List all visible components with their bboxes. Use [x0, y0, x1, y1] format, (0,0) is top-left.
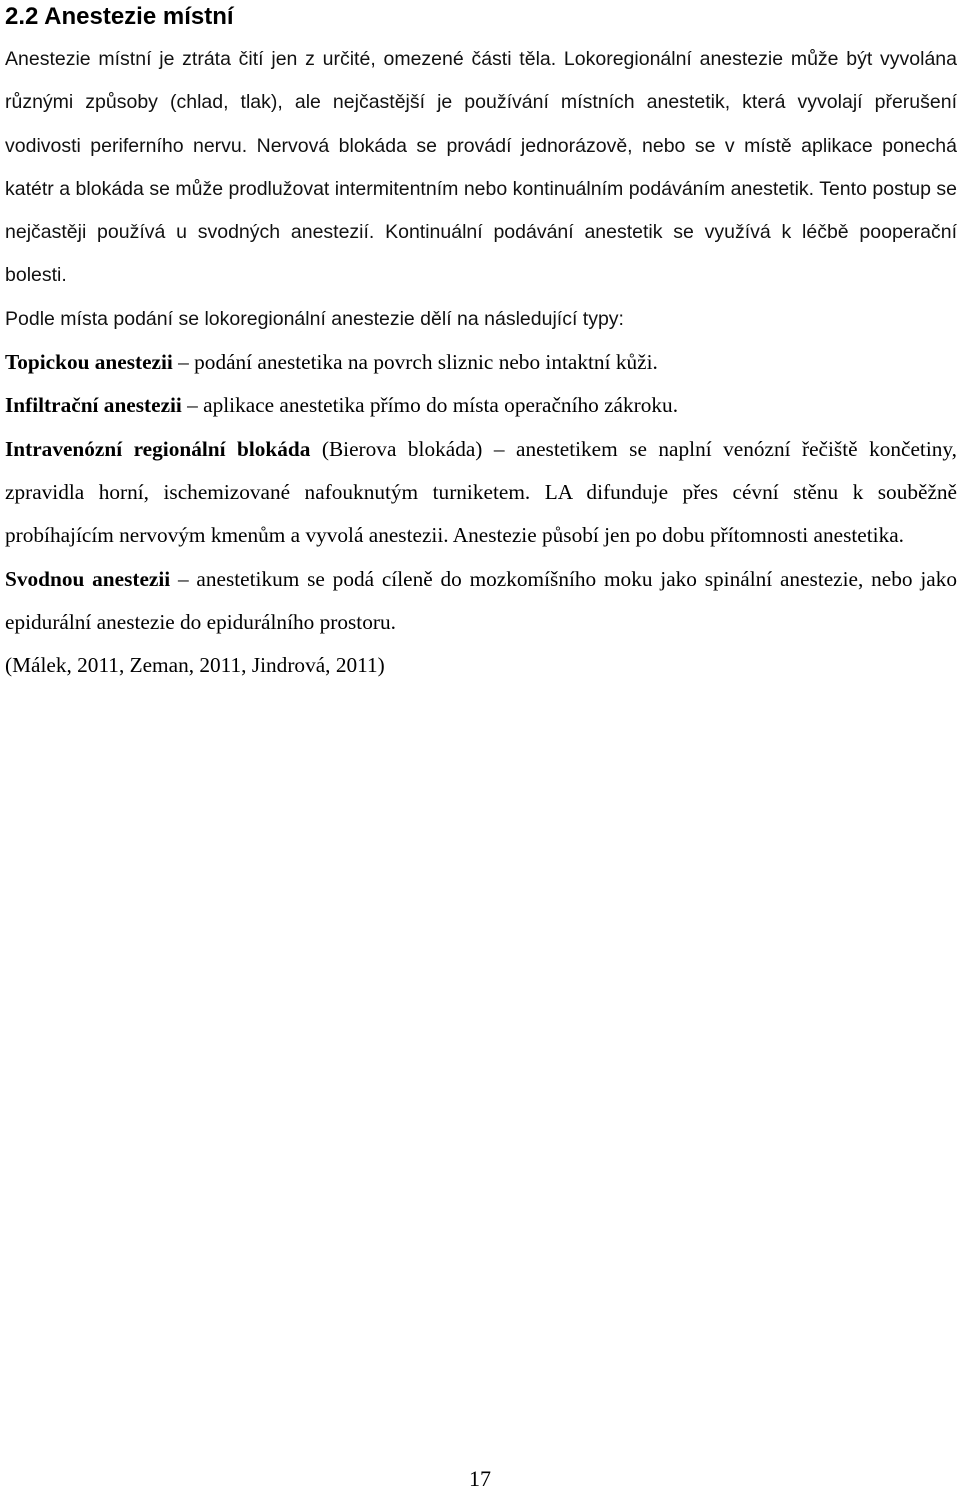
type-description: – aplikace anestetika přímo do místa operačního zákroku.	[181, 393, 679, 418]
type-description: (Bierova blokáda) – anestetikem se naplní venózní řečiště končetiny, zpravidla horní, ischemizované nafouknutým turniketem. LA difunduje přes cévní stěnu k souběžně probíhajícím nervovým kmenům a vyvolá anestezii. Anestezie působí jen po dobu přítomnosti anestetika.	[5, 436, 957, 548]
type-term: Svodnou anestezii	[5, 566, 171, 591]
type-description: – podání anestetika na povrch sliznic nebo intaktní kůži.	[172, 350, 658, 375]
intro-paragraph: Anestezie místní je ztráta čití jen z určité, omezené části těla. Lokoregionální anestezie může být vyvolána různými způsoby (chlad, tlak), ale nejčastější je používání místních anestetik, která vyvolají přerušení vodivosti periferního nervu. Nervová blokáda se provádí jednorázově, nebo se v místě aplikace ponechá katétr a blokáda se může prodlužovat intermitentním nebo kontinuálním podáváním anestetik. Tento postup se nejčastěji používá u svodných anestezií. Kontinuální podávání anestetik se využívá k léčbě pooperační bolesti.	[5, 48, 957, 287]
types-intro-paragraph: Podle místa podání se lokoregionální anestezie dělí na následující typy:	[5, 307, 624, 330]
document-page	[5, 0, 957, 687]
page-number: 17	[469, 1466, 491, 1491]
type-term: Topickou anestezii	[5, 350, 173, 375]
type-intravenous-paragraph	[5, 428, 957, 558]
citation: (Málek, 2011, Zeman, 2011, Jindrová, 2011)	[5, 653, 385, 678]
type-description: – anestetikum se podá cíleně do mozkomíšního moku jako spinální anestezie, nebo jako epidurální anestezie do epidurálního prostoru.	[5, 566, 957, 634]
section-heading: 2.2 Anestezie místní	[5, 3, 234, 30]
type-term: Infiltrační anestezii	[5, 393, 182, 418]
type-topical-paragraph	[5, 341, 957, 384]
type-conduction-paragraph	[5, 558, 957, 645]
type-infiltration-paragraph	[5, 384, 957, 427]
type-term: Intravenózní regionální blokáda	[5, 436, 311, 461]
